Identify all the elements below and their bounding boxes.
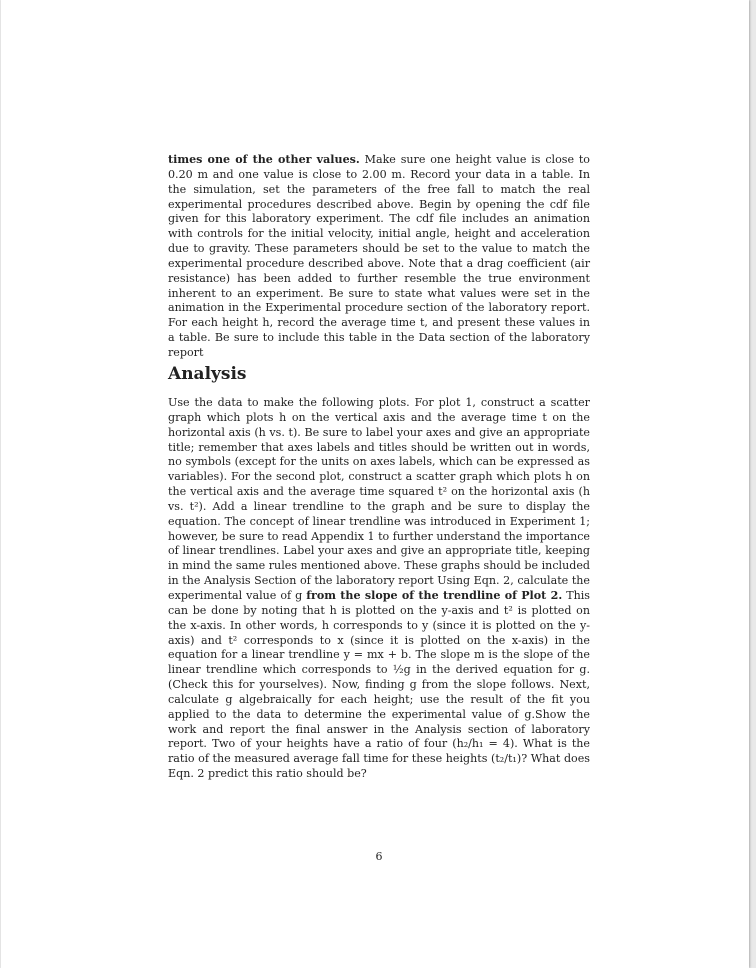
analysis-text-part2: This can be done by noting that h is plotted on the y-axis and t² is plotted on the x-axis. In other words, h corresponds to y (since it is plotted on the y-axis) and t² corresponds to x (since it is plotted on the x-axis) in the equation for a linear trendline y = mx + b. The slope m is the slope of the linear trendline which corresponds to ½g in the derived equation for g. (Check this for yourselves). Now, finding g from the slope follows. Next, calculate g algebraically for each height; use the result of the fit you applied to the data to determine the experimental value of g.Show the work and report the final answer in the Analysis section of laboratory report. Two of your heights have a ratio of four (h₂/h₁ = 4). What is the ratio of the measured average fall time for these heights (t₂/t₁)? What does Eqn. 2 predict this ratio should be? xyxy=(168,588,591,781)
analysis-paragraph xyxy=(168,396,590,782)
page-number: 6 xyxy=(375,850,383,863)
procedure-text: Make sure one height value is close to 0.20 m and one value is close to 2.00 m. Record your data in a table. In the simulation, set the parameters of the free fall to match the real experimental procedures described above. Begin by opening the cdf file given for this laboratory experiment. The cdf file includes an animation with controls for the initial velocity, initial angle, height and acceleration due to gravity. These parameters should be set to the value to match the experimental procedure described above. Note that a drag coefficient (air resistance) has been added to further resemble the true environment inherent to an experiment. Be sure to state what values were set in the animation in the Experimental procedure section of the laboratory report. For each height h, record the average time t, and present these values in a table. Be sure to include this table in the Data section of the laboratory report xyxy=(168,153,590,359)
document-page xyxy=(1,0,749,968)
analysis-text-part1: Use the data to make the following plots. For plot 1, construct a scatter graph which plots h on the vertical axis and the average time t on the horizontal axis (h vs. t). Be sure to label your axes and give an appropriate title; remember that axes labels and titles should be written out in words, no symbols (except for the units on axes labels, which can be expressed as variables). For the second plot, construct a scatter graph which plots h on the vertical axis and the average time squared t² on the horizontal axis (h vs. t²). Add a linear trendline to the graph and be sure to display the equation. The concept of linear trendline was introduced in Experiment 1; however, be sure to read Appendix 1 to further understand the importance of linear trendlines. Label your axes and give an appropriate title, keeping in mind the same rules mentioned above. These graphs should be included in the Analysis Section of the laboratory report Using Eqn. 2, calculate the experimental value of g xyxy=(168,396,590,602)
procedure-paragraph xyxy=(168,153,590,361)
analysis-heading: Analysis xyxy=(168,364,247,384)
analysis-bold-phrase: from the slope of the trendline of Plot 2. xyxy=(306,588,563,602)
procedure-bold-lead: times one of the other values. xyxy=(168,153,360,166)
